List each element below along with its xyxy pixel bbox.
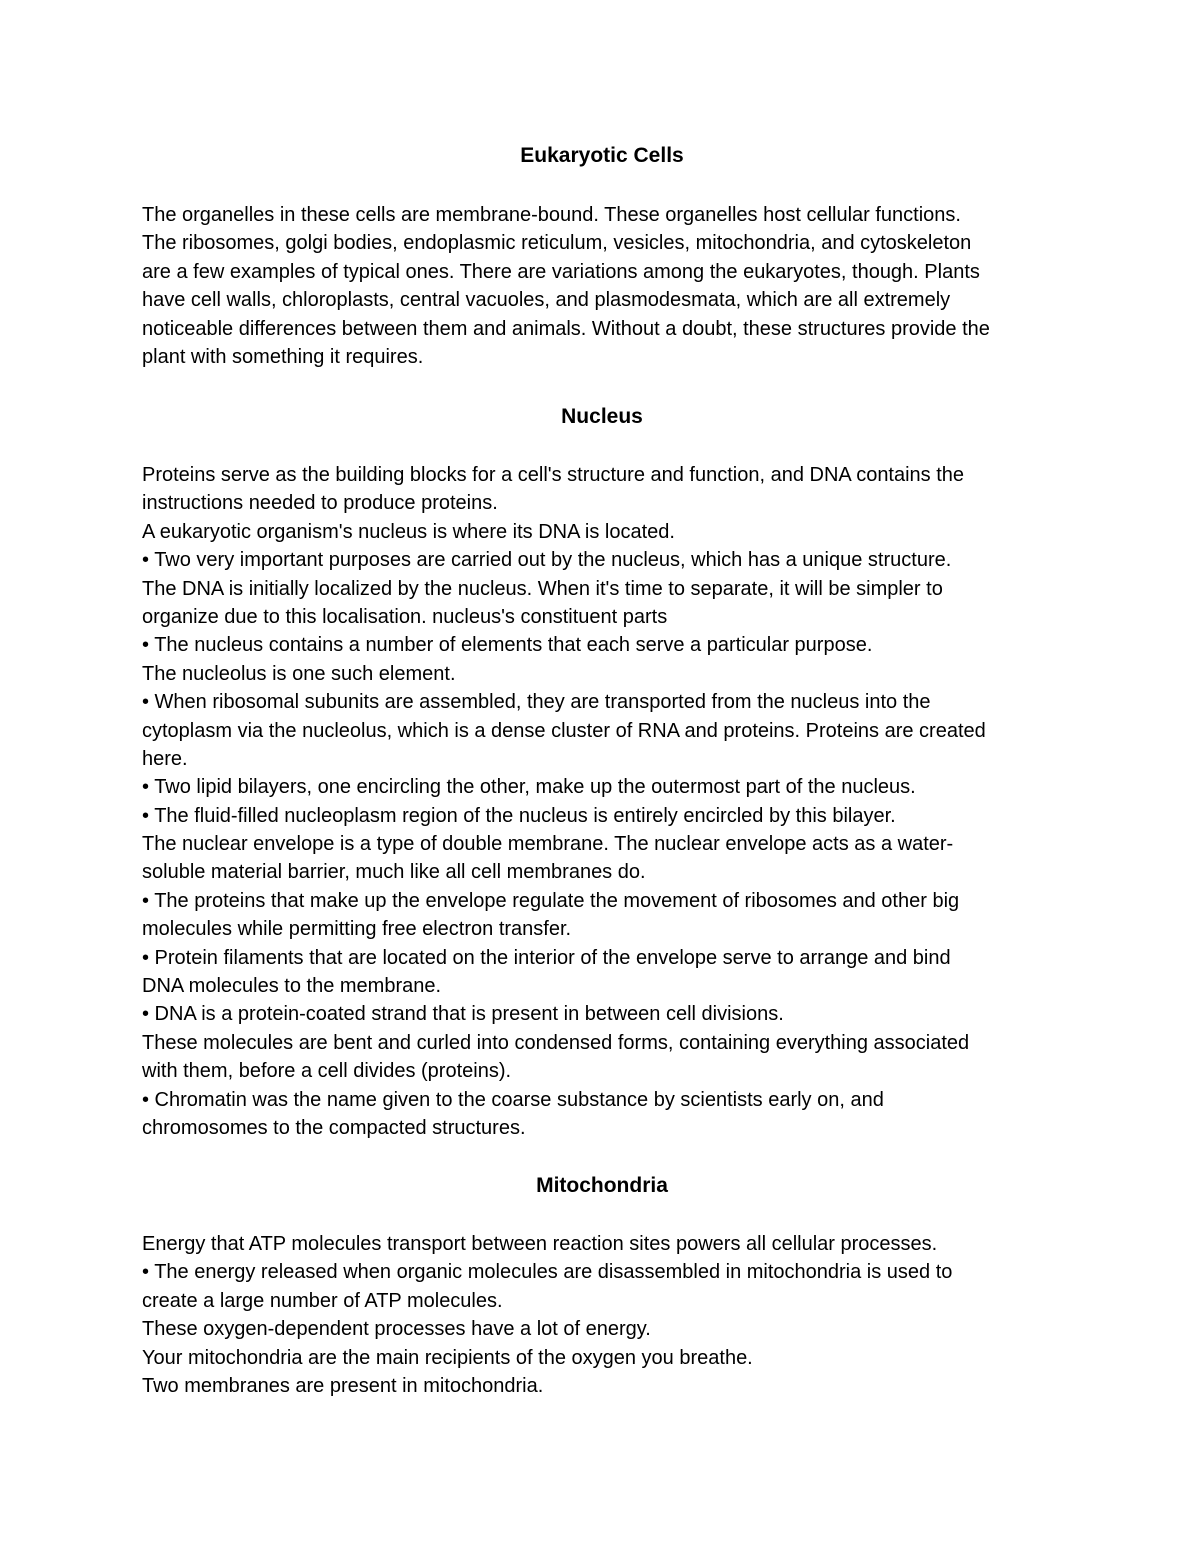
text-line: • When ribosomal subunits are assembled, they are transported from the nucleus into the [142,691,931,714]
text-line: The nucleolus is one such element. [142,662,456,685]
text-line: The DNA is initially localized by the nucleus. When it's time to separate, it will be simpler to [142,577,943,600]
text-line: The ribosomes, golgi bodies, endoplasmic reticulum, vesicles, mitochondria, and cytoskeleton [142,232,972,255]
text-line: DNA molecules to the membrane. [142,975,442,998]
section-heading: Mitochondria [536,1174,668,1197]
section-mitochondria [142,1172,1062,1400]
paragraph [142,201,1062,371]
text-line: • Two very important purposes are carried out by the nucleus, which has a unique structure. [142,549,952,572]
text-line: • The proteins that make up the envelope regulate the movement of ribosomes and other big [142,889,960,912]
text-line: cytoplasm via the nucleolus, which is a dense cluster of RNA and proteins. Proteins are created [142,719,986,742]
text-line: instructions needed to produce proteins. [142,492,498,515]
section-nucleus [142,403,1062,1142]
text-line: with them, before a cell divides (proteins). [142,1060,512,1083]
text-line: chromosomes to the compacted structures. [142,1116,526,1139]
text-line: organize due to this localisation. nucleus's constituent parts [142,605,668,628]
section-eukaryotic-cells [142,142,1062,371]
section-heading: Nucleus [561,405,643,428]
text-line: noticeable differences between them and animals. Without a doubt, these structures provide the [142,317,990,340]
text-line: • The nucleus contains a number of elements that each serve a particular purpose. [142,634,873,657]
text-line: Your mitochondria are the main recipients of the oxygen you breathe. [142,1346,753,1369]
text-line: here. [142,747,188,770]
text-line: are a few examples of typical ones. There are variations among the eukaryotes, though. Plants [142,260,980,283]
text-line: create a large number of ATP molecules. [142,1289,503,1312]
section-heading: Eukaryotic Cells [520,144,684,167]
text-line: molecules while permitting free electron transfer. [142,918,572,941]
text-line: • Chromatin was the name given to the coarse substance by scientists early on, and [142,1088,884,1111]
text-line: These oxygen-dependent processes have a lot of energy. [142,1318,651,1341]
text-line: Energy that ATP molecules transport between reaction sites powers all cellular processes. [142,1233,938,1255]
text-line: Two membranes are present in mitochondria. [142,1374,544,1397]
text-line: • Protein filaments that are located on the interior of the envelope serve to arrange and bind [142,946,951,969]
paragraph [142,461,1062,1142]
text-line: The organelles in these cells are membrane-bound. These organelles host cellular functions. [142,204,961,226]
text-line: • The fluid-filled nucleoplasm region of the nucleus is entirely encircled by this bilayer. [142,804,896,827]
text-line: A eukaryotic organism's nucleus is where its DNA is located. [142,520,675,543]
text-line: have cell walls, chloroplasts, central vacuoles, and plasmodesmata, which are all extremely [142,289,951,312]
text-line: plant with something it requires. [142,345,424,368]
text-line: The nuclear envelope is a type of double membrane. The nuclear envelope acts as a water- [142,833,954,856]
text-line: • DNA is a protein-coated strand that is present in between cell divisions. [142,1003,784,1026]
text-line: Proteins serve as the building blocks for a cell's structure and function, and DNA contains the [142,464,965,486]
text-line: soluble material barrier, much like all cell membranes do. [142,861,646,884]
text-line: These molecules are bent and curled into condensed forms, containing everything associated [142,1031,970,1054]
text-line: • Two lipid bilayers, one encircling the other, make up the outermost part of the nucleus. [142,776,916,799]
text-line: • The energy released when organic molecules are disassembled in mitochondria is used to [142,1261,953,1284]
paragraph [142,1230,1062,1400]
